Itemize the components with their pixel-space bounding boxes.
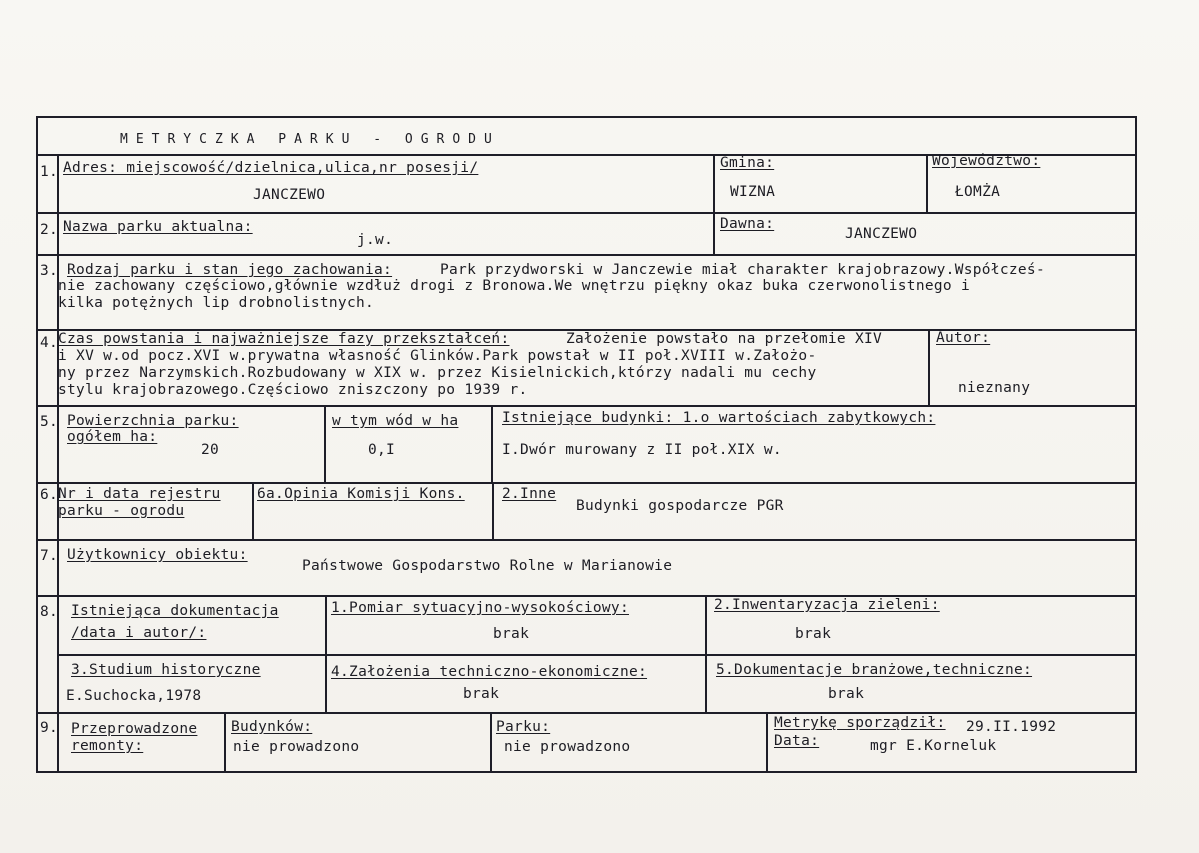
row3-number: 3. — [40, 263, 59, 279]
wojewodztwo-value: ŁOMŻA — [955, 184, 1001, 200]
buildings-value: I.Dwór murowany z II poł.XIX w. — [502, 442, 782, 458]
frame-right — [1135, 116, 1137, 773]
number-column-line — [57, 154, 59, 773]
row5-number: 5. — [40, 414, 59, 430]
row8-div-2 — [705, 595, 707, 714]
row9-div-1 — [224, 712, 226, 773]
frame-bottom — [36, 771, 1137, 773]
park-name-value: j.w. — [357, 232, 394, 248]
row8-top — [36, 595, 1137, 597]
inwentaryzacja-value: brak — [795, 626, 832, 642]
parku-value: nie prowadzono — [504, 739, 631, 755]
zalozenia-value: brak — [463, 686, 500, 702]
row8-number: 8. — [40, 604, 59, 620]
row7-number: 7. — [40, 548, 59, 564]
renovation-label-1: Przeprowadzone — [71, 721, 198, 737]
row6-div-2 — [492, 482, 494, 541]
pomiar-label: 1.Pomiar sytuacyjno-wysokościowy: — [331, 600, 629, 616]
dawna-label: Dawna: — [720, 216, 775, 232]
row8-mid — [57, 654, 1137, 656]
row2-top — [36, 212, 1137, 214]
water-label: w tym wód w ha — [332, 413, 459, 429]
record-date-value: 29.II.1992 — [966, 719, 1057, 735]
row6-div-1 — [252, 482, 254, 541]
row5-div-2 — [491, 405, 493, 484]
inne-label: 2.Inne — [502, 486, 557, 502]
row1-div-1 — [713, 154, 715, 214]
row6-top — [36, 482, 1137, 484]
users-value: Państwowe Gospodarstwo Rolne w Marianowie — [302, 558, 673, 574]
record-author-value: mgr E.Korneluk — [870, 738, 997, 754]
budynkow-label: Budynków: — [231, 719, 313, 735]
park-type-text-2: nie zachowany częściowo,głównie wzdłuż drogi z Bronowa.We wnętrzu piękny okaz buka czerwonolistnego i — [58, 278, 971, 294]
row2-number: 2. — [40, 222, 59, 238]
register-label-2: parku - ogrodu — [58, 503, 185, 519]
row2-div-1 — [713, 212, 715, 256]
frame-left — [36, 116, 38, 773]
row8-div-1 — [325, 595, 327, 714]
gmina-label: Gmina: — [720, 155, 775, 171]
history-text-2: i XV w.od pocz.XVI w.prywatna własność Glinków.Park powstał w II poł.XVIII w.Założo- — [58, 348, 817, 364]
address-value: JANCZEWO — [253, 187, 326, 203]
parku-label: Parku: — [496, 719, 551, 735]
frame-top — [36, 116, 1137, 118]
park-type-label: Rodzaj parku i stan jego zachowania: — [67, 262, 393, 278]
history-text-3: ny przez Narzymskich.Rozbudowany w XIX w. przez Kisielnickich,którzy nadali mu cechy — [58, 365, 817, 381]
dokumentacje-label: 5.Dokumentacje branżowe,techniczne: — [716, 662, 1033, 678]
area-label-1: Powierzchnia parku: — [67, 413, 239, 429]
row5-top — [36, 405, 1137, 407]
park-type-text-1: Park przydworski w Janczewie miał charakter krajobrazowy.Współcześ- — [440, 262, 1045, 278]
row9-div-2 — [490, 712, 492, 773]
autor-value: nieznany — [958, 380, 1031, 396]
data-label: Data: — [774, 733, 820, 749]
inne-value: Budynki gospodarcze PGR — [576, 498, 784, 514]
area-label-2: ogółem ha: — [67, 429, 158, 445]
users-label: Użytkownicy obiektu: — [67, 547, 248, 563]
row9-top — [36, 712, 1137, 714]
row9-div-3 — [766, 712, 768, 773]
history-text-4: stylu krajobrazowego.Częściowo zniszczony po 1939 r. — [58, 382, 528, 398]
history-label: Czas powstania i najważniejsze fazy przekształceń: — [58, 331, 510, 347]
row9-number: 9. — [40, 720, 59, 736]
row1-number: 1. — [40, 164, 59, 180]
row3-top — [36, 254, 1137, 256]
autor-label: Autor: — [936, 330, 991, 346]
register-label-1: Nr i data rejestru — [58, 486, 221, 502]
row4-number: 4. — [40, 335, 59, 351]
documentation-label-2: /data i autor/: — [71, 625, 207, 641]
pomiar-value: brak — [493, 626, 530, 642]
park-type-text-3: kilka potężnych lip drobnolistnych. — [58, 295, 375, 311]
dokumentacje-value: brak — [828, 686, 865, 702]
row6-number: 6. — [40, 487, 59, 503]
row4-div-1 — [928, 329, 930, 407]
studium-value: E.Suchocka,1978 — [66, 688, 202, 704]
budynkow-value: nie prowadzono — [233, 739, 360, 755]
wojewodztwo-label: Województwo: — [932, 153, 1041, 169]
row1-div-2 — [926, 154, 928, 214]
history-text-1: Założenie powstało na przełomie XIV — [566, 331, 883, 347]
buildings-label: Istniejące budynki: 1.o wartościach zabytkowych: — [502, 410, 936, 426]
opinion-label: 6a.Opinia Komisji Kons. — [257, 486, 465, 502]
studium-label: 3.Studium historyczne — [71, 662, 261, 678]
dawna-value: JANCZEWO — [845, 226, 918, 242]
row7-top — [36, 539, 1137, 541]
form-title: METRYCZKA PARKU - OGRODU — [120, 132, 500, 147]
sporzadzil-label: Metrykę sporządził: — [774, 715, 946, 731]
inwentaryzacja-label: 2.Inwentaryzacja zieleni: — [714, 597, 940, 613]
zalozenia-label: 4.Założenia techniczno-ekonomiczne: — [331, 664, 648, 680]
park-name-label: Nazwa parku aktualna: — [63, 219, 253, 235]
renovation-label-2: remonty: — [71, 738, 144, 754]
documentation-label-1: Istniejąca dokumentacja — [71, 603, 279, 619]
area-value: 20 — [201, 442, 220, 458]
row5-div-1 — [324, 405, 326, 484]
water-value: 0,I — [368, 442, 396, 458]
address-label: Adres: miejscowość/dzielnica,ulica,nr posesji/ — [63, 160, 479, 176]
gmina-value: WIZNA — [730, 184, 776, 200]
